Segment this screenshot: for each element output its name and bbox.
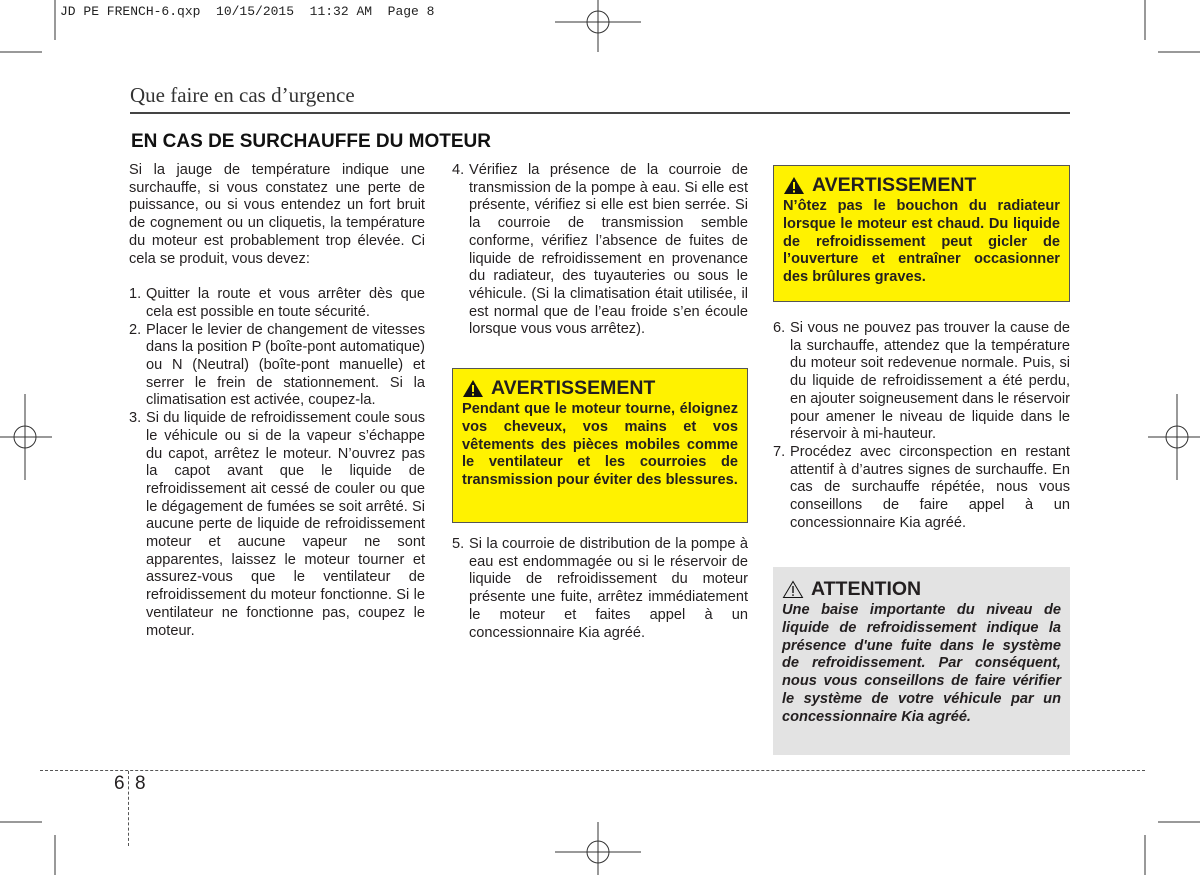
registration-mark-right	[1148, 394, 1200, 480]
item-number: 6.	[773, 320, 786, 336]
chapter-number: 6	[114, 773, 125, 794]
page-heading: EN CAS DE SURCHAUFFE DU MOTEUR	[131, 131, 491, 152]
list-item	[129, 410, 425, 640]
column-3	[773, 320, 1070, 532]
caution-triangle-icon	[782, 580, 804, 599]
item-number: 2.	[129, 321, 142, 338]
list-item	[129, 286, 425, 321]
list-item	[452, 162, 748, 339]
warning-title	[783, 172, 1060, 198]
attention-title-text: ATTENTION	[811, 578, 922, 600]
title-rule	[130, 112, 1070, 114]
page-number-divider	[128, 771, 129, 846]
list-item	[773, 320, 1070, 444]
list-item	[773, 444, 1070, 533]
footer-divider	[40, 770, 1145, 771]
item-number: 1.	[129, 286, 142, 303]
item-number: 7.	[773, 443, 786, 460]
print-slug: JD PE FRENCH-6.qxp 10/15/2015 11:32 AM Page 8	[60, 4, 435, 19]
item-text: Si vous ne pouvez pas trouver la cause de la surchauffe, attendez que la température du moteur soit redevenue normale. Puis, si du liquide de refroidissement a été perdu, en ajouter soigneusement dans le réservoir pour amener le niveau de liquide dans le réservoir à mi-hauteur.	[790, 320, 1070, 443]
registration-mark-top	[555, 0, 641, 52]
warning-triangle-icon	[462, 379, 484, 398]
warning-box-radiator-cap	[773, 165, 1070, 302]
intro-paragraph: Si la jauge de température indique une surchauffe, si vous constatez une perte de puissance, ou si vous entendez un fort bruit de cognement ou un cliquetis, la température du moteur est probablement trop élevée. Ci cela se produit, vous devez:	[129, 162, 425, 267]
column-2	[452, 162, 748, 339]
page-number: 8	[135, 773, 146, 794]
warning-triangle-icon	[783, 176, 805, 195]
item-text: Placer le levier de changement de vitesses dans la position P (boîte-pont automatique) ou N (Neutral) (boîte-pont manuelle) et serrer le frein de stationnement. Si la climatisation est activée, coupez-la.	[146, 321, 425, 409]
column-1	[129, 162, 425, 640]
warning-box-moving-parts	[452, 368, 748, 523]
attention-text: Une baise importante du niveau de liquide de refroidissement indique la présence d'une fuite dans le système de refroidissement. Par conséquent, nous vous conseillons de faire vérifier le système de votre véhicule par un concessionnaire Kia agréé.	[782, 602, 1061, 725]
warning-text: Pendant que le moteur tourne, éloignez vos cheveux, vos mains et vos vêtements des pièces mobiles comme le ventilateur et les courroies de transmission pour éviter des blessures.	[462, 401, 738, 489]
warning-title-text: AVERTISSEMENT	[491, 377, 656, 399]
column-2-lower	[452, 536, 748, 642]
item-text: Si du liquide de refroidissement coule sous le véhicule ou si de la vapeur s’échappe du capot, arrêtez le moteur. N’ouvrez pas la capot avant que le liquide de refroidissement ait cessé de couler ou que le dégagement de fumées se soit arrêté. Si aucune perte de liquide de refroidissement moteur et aucune vapeur ne sont apparentes, laissez le moteur tourner et assurez-vous que le ventilateur de refroidissement du moteur fonctionne. Si le ventilateur ne fonctionne pas, coupez le moteur.	[146, 410, 425, 639]
item-number: 5.	[452, 536, 465, 552]
list-item	[452, 536, 748, 642]
attention-title	[782, 576, 1061, 602]
item-number: 4.	[452, 162, 465, 178]
registration-mark-left	[0, 394, 52, 480]
item-text: Procédez avec circonspection en restant attentif à d’autres signes de surchauffe. En cas de surchauffe répétée, nous vous conseillons de faire appel à un concessionnaire Kia agréé.	[790, 443, 1070, 531]
item-text: Si la courroie de distribution de la pompe à eau est endommagée ou si le réservoir de liquide de refroidissement du moteur présente une fuite, arrêtez immédiatement le moteur et faites appel à un concessionnaire Kia agréé.	[469, 536, 748, 641]
attention-box	[773, 567, 1070, 755]
registration-mark-bottom	[555, 822, 641, 875]
warning-text: N’ôtez pas le bouchon du radiateur lorsque le moteur est chaud. Du liquide de refroidissement peut gicler de l’ouverture et entraîner occasionner des brûlures graves.	[783, 198, 1060, 286]
item-text: Vérifiez la présence de la courroie de transmission de la pompe à eau. Si elle est présente, vérifiez si elle est bien serrée. Si la courroie de transmission semble conforme, vérifiez l’absence de fuites de liquide de refroidissement en provenance du radiateur, des tuyauteries ou sous le véhicule. (Si la climatisation était utilisée, il est normal que de l’eau froide s’en écoule lorsque vous vous arrêtez).	[469, 162, 748, 338]
warning-title-text: AVERTISSEMENT	[812, 174, 977, 196]
list-item	[129, 322, 425, 411]
item-number: 3.	[129, 410, 142, 427]
section-title: Que faire en cas d’urgence	[130, 83, 355, 107]
warning-title	[462, 375, 738, 401]
item-text: Quitter la route et vous arrêter dès que cela est possible en toute sécurité.	[146, 286, 425, 320]
